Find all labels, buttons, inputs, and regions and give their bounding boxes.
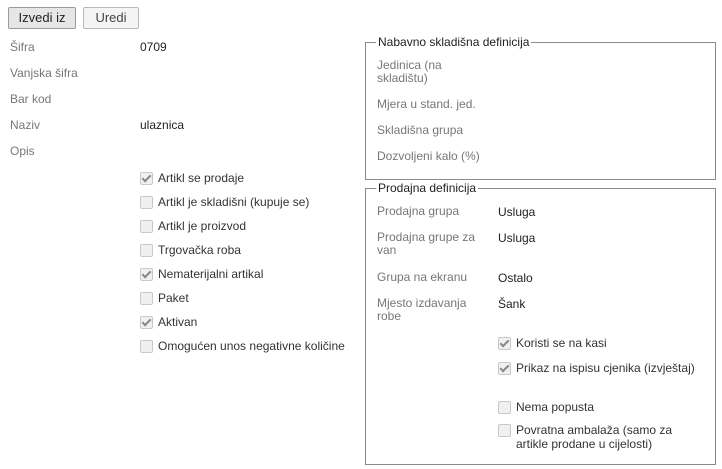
article-checkbox-row[interactable] [140, 315, 360, 329]
mjera-label: Mjera u stand. jed. [377, 97, 476, 111]
article-checkbox-label: Artikl se prodaje [158, 171, 245, 185]
prodajna-checkbox[interactable] [498, 401, 511, 414]
prodajna-grupe-za-van-label: Prodajna grupe za van [377, 230, 476, 257]
naziv-label: Naziv [10, 118, 41, 132]
bar-kod-label: Bar kod [10, 92, 52, 106]
article-checkbox-label: Artikl je skladišni (kupuje se) [158, 195, 310, 209]
prodajna-checkbox-row[interactable] [498, 423, 698, 451]
prodajna-checkbox[interactable] [498, 362, 511, 375]
article-checkbox[interactable] [140, 340, 153, 353]
article-checkbox[interactable] [140, 220, 153, 233]
prodajna-checkbox[interactable] [498, 424, 511, 437]
article-checkbox-row[interactable] [140, 267, 360, 281]
prodajna-checkbox-row[interactable] [498, 361, 698, 375]
article-checkbox-label: Aktivan [158, 315, 198, 329]
prodajna-checkbox-label: Nema popusta [516, 400, 595, 414]
article-checkbox-label: Trgovačka roba [158, 243, 241, 257]
sifra-value: 0709 [140, 40, 167, 54]
grupa-na-ekranu-value: Ostalo [498, 271, 533, 285]
article-checkbox[interactable] [140, 268, 153, 281]
edit-button[interactable]: Uredi [83, 7, 139, 29]
mjesto-izdavanja-label: Mjesto izdavanja robe [377, 296, 467, 323]
article-checkbox[interactable] [140, 316, 153, 329]
prodajna-grupa-value: Usluga [498, 205, 536, 219]
prodajna-grupa-label: Prodajna grupa [377, 204, 460, 218]
article-checkbox-label: Artikl je proizvod [158, 219, 247, 233]
prodajna-checkbox-label: Prikaz na ispisu cjenika (izvještaj) [516, 361, 695, 375]
export-button[interactable]: Izvedi iz [8, 7, 76, 29]
dozvoljeni-kalo-label: Dozvoljeni kalo (%) [377, 149, 480, 163]
article-checkbox-row[interactable] [140, 195, 360, 209]
article-checkbox[interactable] [140, 244, 153, 257]
nabavna-legend: Nabavno skladišna definicija [378, 35, 530, 49]
article-checkbox-label: Paket [158, 291, 189, 305]
jedinica-label: Jedinica (na skladištu) [377, 58, 442, 85]
article-checkbox-row[interactable] [140, 219, 360, 233]
article-checkbox-row[interactable] [140, 243, 360, 257]
article-checkbox-row[interactable] [140, 171, 360, 185]
article-checkbox-label: Nematerijalni artikal [158, 267, 264, 281]
sifra-label: Šifra [10, 40, 35, 54]
prodajna-definicija-group [365, 181, 716, 465]
opis-label: Opis [10, 144, 35, 158]
article-checkbox[interactable] [140, 196, 153, 209]
prodajna-grupe-za-van-value: Usluga [498, 231, 536, 245]
prodajna-checkbox-row[interactable] [498, 336, 698, 350]
nabavna-definicija-group [365, 35, 716, 180]
mjesto-izdavanja-value: Šank [498, 297, 526, 311]
prodajna-checkbox-label: Koristi se na kasi [516, 336, 607, 350]
article-checkbox[interactable] [140, 172, 153, 185]
skladisna-grupa-label: Skladišna grupa [377, 123, 464, 137]
article-checkbox-label: Omogućen unos negativne količine [158, 339, 345, 353]
article-checkbox-row[interactable] [140, 291, 360, 305]
prodajna-checkbox[interactable] [498, 337, 511, 350]
prodajna-checkbox-label: Povratna ambalaža (samo za artikle prodane u cijelosti) [516, 423, 673, 451]
article-checkbox-row[interactable] [140, 339, 360, 353]
grupa-na-ekranu-label: Grupa na ekranu [377, 270, 468, 284]
article-checkbox[interactable] [140, 292, 153, 305]
prodajna-legend: Prodajna definicija [378, 181, 477, 195]
vanjska-sifra-label: Vanjska šifra [10, 66, 78, 80]
naziv-value: ulaznica [140, 118, 185, 132]
prodajna-checkbox-row[interactable] [498, 400, 698, 414]
